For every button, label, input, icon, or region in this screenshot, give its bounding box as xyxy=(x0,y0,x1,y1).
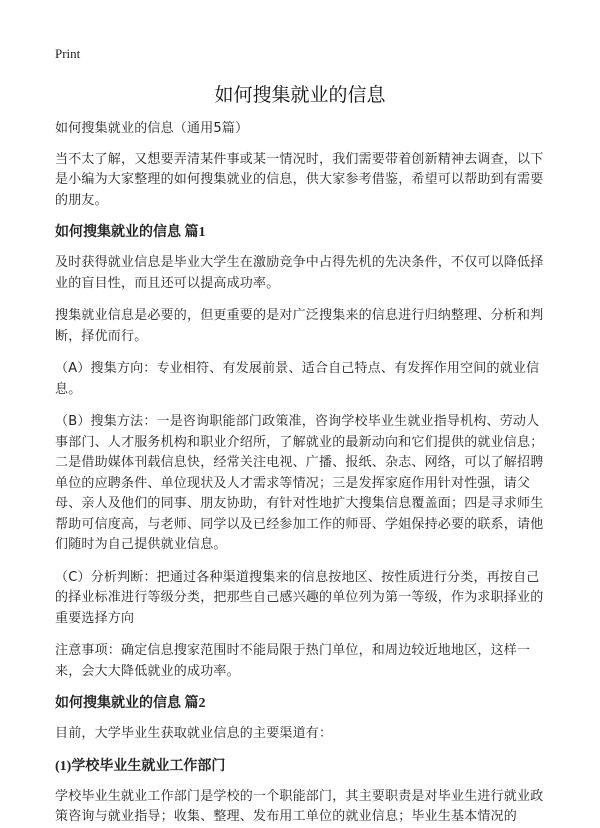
section-1-paragraph: 搜集就业信息是必要的，但更重要的是对广泛搜集来的信息进行归纳整理、分析和判断，择优而行。 xyxy=(55,308,544,344)
section-2-subheading: (1)学校毕业生就业工作部门 xyxy=(55,758,226,774)
section-1-paragraph: （B）搜集方法：一是咨询职能部门政策准，咨询学校毕业生就业指导机构、劳动人事部门、人才服务机构和职业介绍所，了解就业的最新动向和它们提供的就业信息；二是借助媒体刊载信息快，经常关注电视、广播、报纸、杂志、网络，可以了解招聘单位的应聘条件、单位现状及人才需求等情况；三是发挥家庭作用针对性强，请父母、亲人及他们的同事、朋友协助，有针对性地扩大搜集信息覆盖面；四是寻求师生帮助可信度高，与老师、同学以及已经参加工作的师哥、学姐保持必要的联系，请他们随时为自己提供就业信息。 xyxy=(55,414,544,552)
section-1-paragraph: 注意事项：确定信息搜家范围时不能局限于热门单位，和周边较近地地区，这样一来，会大大降低就业的成功率。 xyxy=(55,643,531,679)
intro-paragraph: 当不太了解，又想要弄清某件事或某一情况时，我们需要带着创新精神去调查，以下是小编为大家整理的如何搜集就业的信息，供大家参考借鉴，希望可以帮助到有需要的朋友。 xyxy=(55,151,544,208)
section-1-paragraph: （C）分析判断：把通过各种渠道搜集来的信息按地区、按性质进行分类，再按自己的择业标准进行等级分类，把那些自己感兴趣的单位列为第一等级，作为求职择业的重要选择方向 xyxy=(55,569,544,626)
article-body xyxy=(55,119,550,828)
section-1-paragraph: 及时获得就业信息是毕业大学生在激励竞争中占得先机的先决条件，不仅可以降低择业的盲目性，而且还可以提高成功率。 xyxy=(55,255,544,291)
section-1-heading: 如何搜集就业的信息 篇1 xyxy=(55,225,206,240)
print-link[interactable]: Print xyxy=(55,46,81,61)
section-2-intro: 目前，大学毕业生获取就业信息的主要渠道有： xyxy=(55,726,333,741)
document-subtitle: 如何搜集就业的信息（通用5篇） xyxy=(55,121,249,136)
section-2-paragraph: 学校毕业生就业工作部门是学校的一个职能部门，其主要职责是对毕业生进行就业政策咨询与就业指导；收集、整理、发布用工单位的就业信息；毕业生基本情况的 xyxy=(55,788,544,824)
page-title: 如何搜集就业的信息 xyxy=(214,84,386,106)
section-2-heading: 如何搜集就业的信息 篇2 xyxy=(55,696,206,711)
section-1-paragraph: （A）搜集方向：专业相符、有发展前景、适合自己特点、有发挥作用空间的就业信息。 xyxy=(55,361,540,397)
